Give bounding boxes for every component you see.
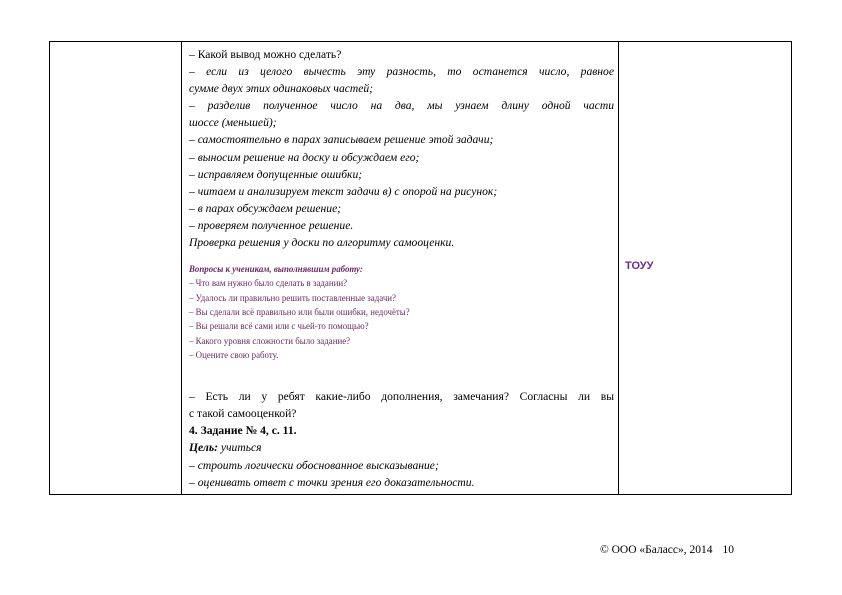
- question-item: – Что вам нужно было сделать в задании?: [189, 278, 348, 289]
- question-item: – Оцените свою работу.: [189, 349, 279, 360]
- table-column-content: [182, 42, 619, 494]
- task-heading: 4. Задание № 4, с. 11.: [189, 424, 297, 438]
- content-line: – если из целого вычесть эту разность, то останется число, равное: [189, 65, 614, 79]
- uud-label: ТОУУ: [625, 260, 654, 272]
- content-line: – в парах обсуждаем решение;: [189, 201, 342, 215]
- question-item: – Вы решали всё сами или с чьей-то помощью?: [189, 321, 369, 332]
- question-item: – Какого уровня сложности было задание?: [189, 335, 351, 346]
- closing-line: – Есть ли у ребят какие-либо дополнения, замечания? Согласны ли вы: [189, 390, 614, 404]
- content-line: – исправляем допущенные ошибки;: [189, 167, 363, 181]
- content-line: шоссе (меньшей);: [189, 116, 277, 130]
- question-item: – Вы сделали всё правильно или были ошибки, недочёты?: [189, 307, 410, 318]
- content-line: сумме двух этих одинаковых частей;: [189, 82, 374, 96]
- copyright-text: © ООО «Баласс», 2014: [600, 544, 713, 556]
- page-number: 10: [722, 544, 735, 556]
- questions-block: [189, 262, 614, 362]
- content-line: – выносим решение на доску и обсуждаем его;: [189, 150, 420, 164]
- page-footer: [600, 544, 734, 556]
- content-line: – самостоятельно в парах записываем решение этой задачи;: [189, 133, 494, 147]
- content-line: – Какой вывод можно сделать?: [189, 48, 342, 61]
- goal-item: – оценивать ответ с точки зрения его доказательности.: [189, 475, 475, 489]
- goal-line: [189, 439, 614, 456]
- content-line: – проверяем полученное решение.: [189, 218, 354, 232]
- closing-line: с такой самооценкой?: [189, 407, 297, 421]
- content-line: – разделив полученное число на два, мы узнаем длину одной части: [189, 99, 614, 113]
- question-item: – Удалось ли правильно решить поставленные задачи?: [189, 292, 397, 303]
- content-line: Проверка решения у доски по алгоритму самооценки.: [189, 236, 455, 250]
- lesson-content: [189, 46, 614, 491]
- table-column-right: [619, 42, 791, 494]
- questions-title: Вопросы к ученикам, выполнявшим работу:: [189, 264, 363, 275]
- lesson-table: [49, 41, 792, 495]
- goal-text: учиться: [217, 441, 262, 455]
- goal-label: Цель:: [189, 441, 218, 455]
- goal-item: – строить логически обоснованное высказывание;: [189, 458, 439, 472]
- table-column-left: [50, 42, 182, 494]
- content-line: – читаем и анализируем текст задачи в) с опорой на рисунок;: [189, 184, 498, 198]
